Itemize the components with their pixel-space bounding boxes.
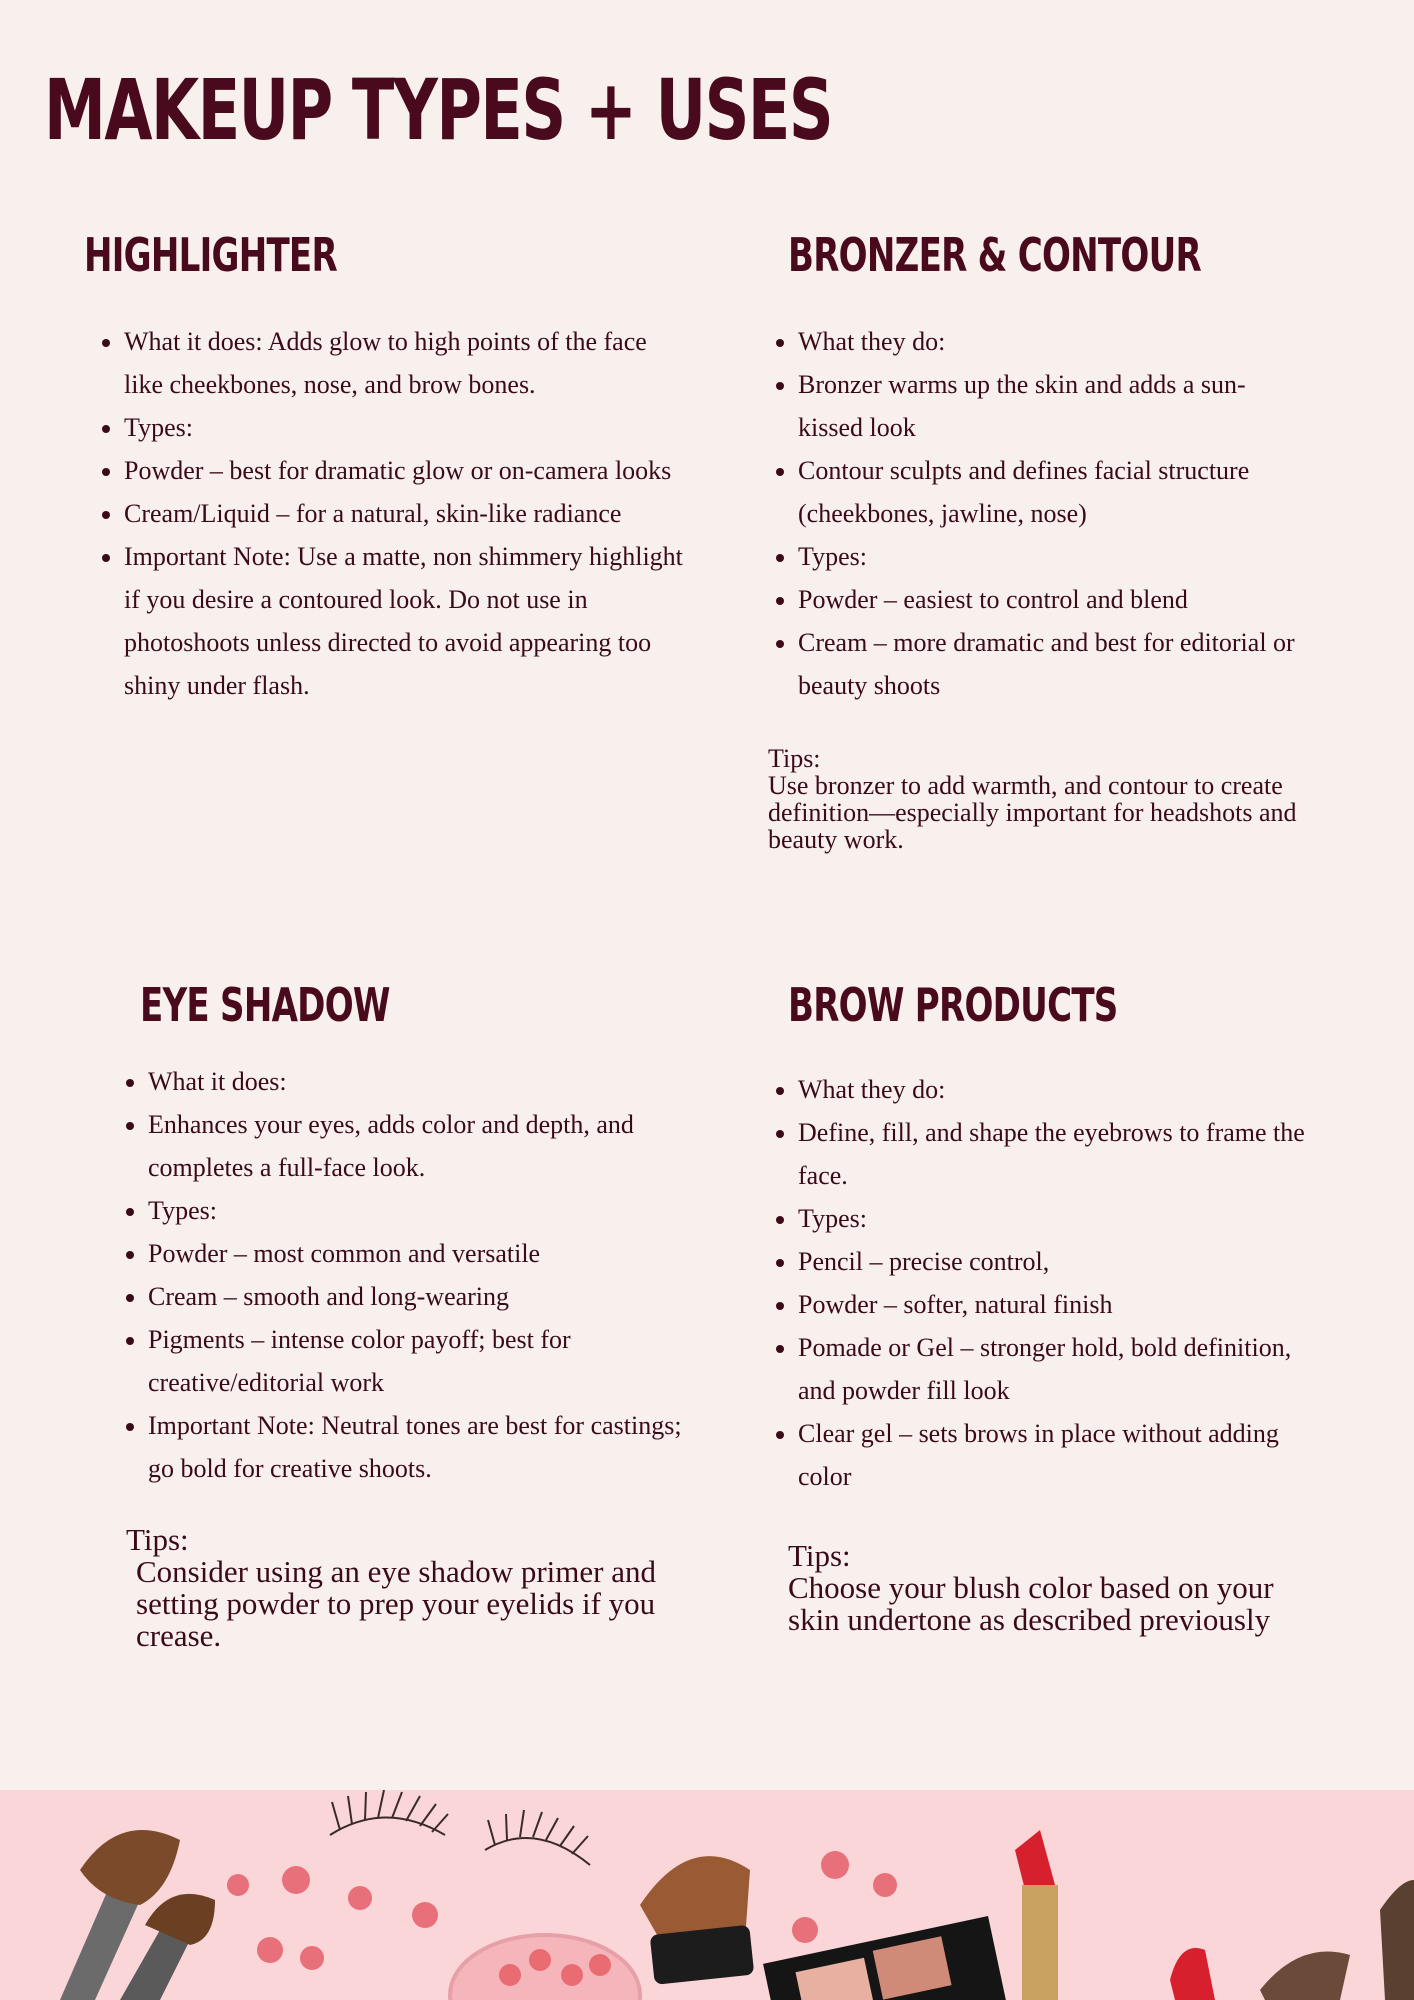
tips-text: Choose your blush color based on your skin undertone as described previously	[788, 1570, 1274, 1637]
list-item: • Important Note: Neutral tones are best for castings; go bold for creative shoots.	[148, 1404, 700, 1490]
tips-bronzer	[768, 745, 1308, 853]
list-item: • Pomade or Gel – stronger hold, bold definition, and powder fill look	[798, 1326, 1328, 1412]
list-item: • Types:	[798, 535, 1308, 578]
list-item: • Bronzer warms up the skin and adds a sun-kissed look	[798, 363, 1308, 449]
list-item: • Cream – more dramatic and best for editorial or beauty shoots	[798, 621, 1308, 707]
tips-brow	[788, 1540, 1328, 1636]
makeup-products-illustration	[0, 1790, 1414, 2000]
list-item: • Pencil – precise control,	[798, 1240, 1328, 1283]
list-item: • What it does:	[148, 1060, 700, 1103]
brow-list	[782, 1068, 1328, 1498]
section-heading-eye-shadow: EYE SHADOW	[140, 978, 390, 1032]
bronzer-list	[782, 320, 1308, 707]
section-heading-bronzer: BRONZER & CONTOUR	[788, 228, 1201, 282]
list-item: • Powder – best for dramatic glow or on-camera looks	[124, 449, 684, 492]
section-brow-products	[788, 978, 1328, 1636]
tips-label: Tips:	[768, 744, 821, 773]
tips-label: Tips:	[788, 1538, 851, 1573]
list-item: • Contour sculpts and defines facial structure (cheekbones, jawline, nose)	[798, 449, 1308, 535]
section-highlighter	[84, 228, 684, 707]
list-item: • Powder – most common and versatile	[148, 1232, 700, 1275]
list-item: • Define, fill, and shape the eyebrows to frame the face.	[798, 1111, 1328, 1197]
tips-text: Consider using an eye shadow primer and setting powder to prep your eyelids if you crease.	[136, 1554, 656, 1653]
list-item: • Important Note: Use a matte, non shimmery highlight if you desire a contoured look. Do not use in photoshoots unless directed to avoid appearing too shiny under flash.	[124, 535, 684, 707]
eyeshadow-list	[108, 1060, 700, 1490]
section-bronzer-contour	[768, 228, 1308, 854]
list-item: • Types:	[148, 1189, 700, 1232]
tips-label: Tips:	[126, 1522, 189, 1557]
list-item: • Types:	[798, 1197, 1328, 1240]
page-title: MAKEUP TYPES + USES	[44, 61, 833, 159]
list-item: • Clear gel – sets brows in place without adding color	[798, 1412, 1328, 1498]
section-eye-shadow	[126, 978, 700, 1653]
tips-text: Use bronzer to add warmth, and contour to create definition—especially important for headshots and beauty work.	[768, 771, 1297, 854]
list-item: • Powder – softer, natural finish	[798, 1283, 1328, 1326]
section-heading-brow: BROW PRODUCTS	[788, 978, 1118, 1032]
list-item: • Powder – easiest to control and blend	[798, 578, 1308, 621]
list-item: • Pigments – intense color payoff; best for creative/editorial work	[148, 1318, 700, 1404]
list-item: • Types:	[124, 406, 684, 449]
list-item: • What it does: Adds glow to high points of the face like cheekbones, nose, and brow bones.	[124, 320, 684, 406]
list-item: • What they do:	[798, 320, 1308, 363]
list-item: • Cream/Liquid – for a natural, skin-like radiance	[124, 492, 684, 535]
highlighter-list	[84, 320, 684, 707]
tips-eye-shadow	[126, 1524, 686, 1652]
list-item: • What they do:	[798, 1068, 1328, 1111]
makeup-photo-banner	[0, 1790, 1414, 2000]
section-heading-highlighter: HIGHLIGHTER	[84, 228, 337, 282]
list-item: • Enhances your eyes, adds color and depth, and completes a full-face look.	[148, 1103, 700, 1189]
list-item: • Cream – smooth and long-wearing	[148, 1275, 700, 1318]
